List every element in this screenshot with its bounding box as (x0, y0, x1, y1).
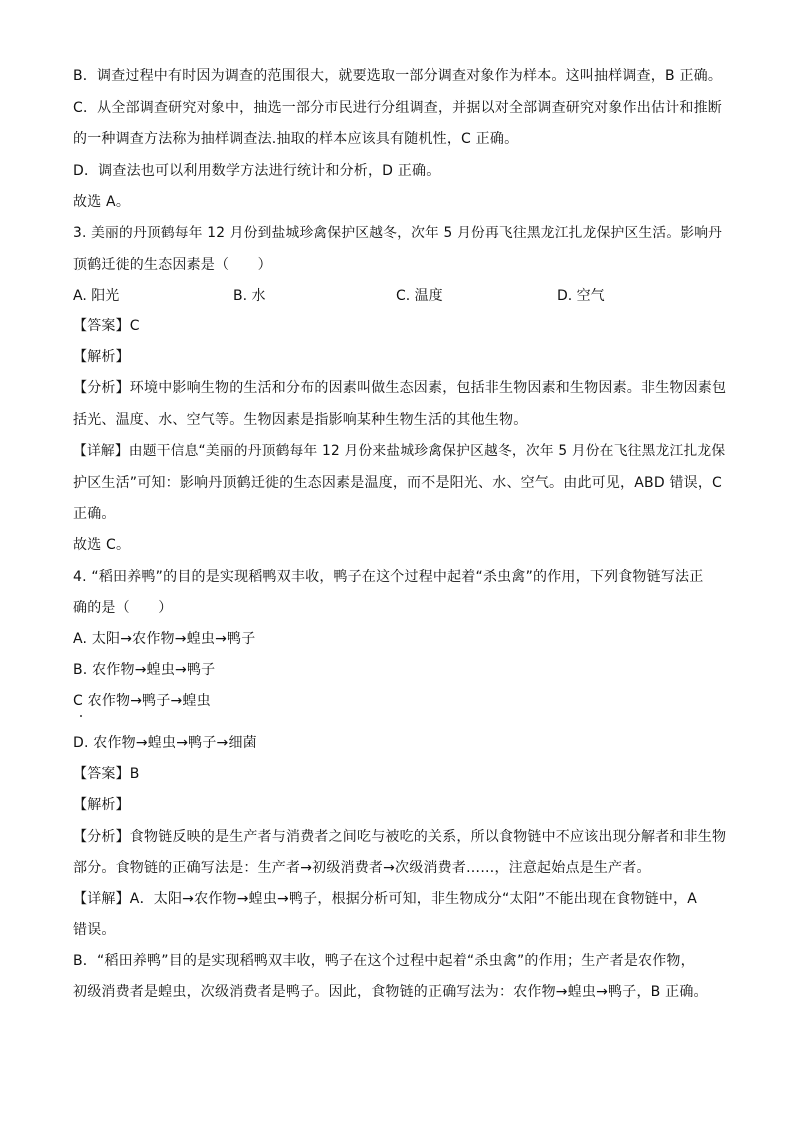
question-4-stem-continued: 确的是（ ） (73, 600, 173, 616)
text-line-c-continued: 的一种调查方法称为抽样调查法.抽取的样本应该具有随机性，C 正确。 (73, 131, 519, 147)
question-3-option-c: C. 温度 (396, 288, 443, 304)
question-4-analysis-line-1: 【分析】食物链反映的是生产者与消费者之间吃与被吃的关系，所以食物链中不应该出现分解者和非生物 (73, 829, 727, 845)
text-line-b-sampling: B．调查过程中有时因为调查的范围很大，就要选取一部分调查对象作为样本。这叫抽样调查，B 正确。 (73, 68, 723, 84)
question-4-option-d: D. 农作物→蝗虫→鸭子→细菌 (73, 735, 257, 751)
question-3-analysis-heading: 【解析】 (73, 349, 130, 365)
question-4-answer: 【答案】B (73, 766, 140, 782)
question-4-analysis-line-2: 部分。食物链的正确写法是：生产者→初级消费者→次级消费者……，注意起始点是生产者。 (73, 860, 651, 876)
question-4-option-a: A. 太阳→农作物→蝗虫→鸭子 (73, 631, 256, 647)
question-3-detail-line-3: 正确。 (73, 506, 116, 522)
question-3-stem-continued: 顶鹤迁徙的生态因素是（ ） (73, 257, 272, 273)
question-4-stem: 4. “稻田养鸭”的目的是实现稻鸭双丰收，鸭子在这个过程中起着“杀虫禽”的作用，下列食物链写法正 (73, 569, 704, 585)
question-3-option-b: B. 水 (233, 288, 266, 304)
question-4-option-b: B. 农作物→蝗虫→鸭子 (73, 662, 216, 678)
question-3-stem: 3. 美丽的丹顶鹤每年 12 月份到盐城珍禽保护区越冬，次年 5 月份再飞往黑龙江扎龙保护区生活。影响丹 (73, 225, 723, 241)
question-3-detail-line-1: 【详解】由题干信息“美丽的丹顶鹤每年 12 月份来盐城珍禽保护区越冬，次年 5 月份在飞往黑龙江扎龙保 (73, 443, 726, 459)
question-3-analysis-line-2: 括光、温度、水、空气等。生物因素是指影响某种生物生活的其他生物。 (73, 412, 528, 428)
question-4-detail-line-1: 【详解】A．太阳→农作物→蝗虫→鸭子，根据分析可知，非生物成分“太阳”不能出现在食物链中，A (73, 891, 698, 907)
question-4-detail-line-2: 错误。 (73, 922, 116, 938)
question-3-analysis-line-1: 【分析】环境中影响生物的生活和分布的因素叫做生态因素，包括非生物因素和生物因素。非生物因素包 (73, 380, 727, 396)
stray-dot-mark (80, 715, 82, 717)
text-line-d-statistics: D．调查法也可以利用数学方法进行统计和分析，D 正确。 (73, 163, 441, 179)
question-4-option-c: C 农作物→鸭子→蝗虫 (73, 693, 211, 709)
question-3-conclusion: 故选 C。 (73, 537, 131, 553)
text-line-choose-a: 故选 A。 (73, 194, 131, 210)
question-4-analysis-heading: 【解析】 (73, 797, 130, 813)
question-3-option-d: D. 空气 (557, 288, 605, 304)
question-3-option-a: A. 阳光 (73, 288, 120, 304)
question-4-detail-b-line-2: 初级消费者是蝗虫，次级消费者是鸭子。因此，食物链的正确写法为：农作物→蝗虫→鸭子，B 正确。 (73, 984, 708, 1000)
text-line-c-sampling: C．从全部调查研究对象中，抽选一部分市民进行分组调查，并据以对全部调查研究对象作出估计和推断 (73, 100, 722, 116)
question-3-answer: 【答案】C (73, 318, 140, 334)
question-3-detail-line-2: 护区生活”可知：影响丹顶鹤迁徙的生态因素是温度，而不是阳光、水、空气。由此可见，ABD 错误，C (73, 475, 723, 491)
question-4-detail-b-line-1: B．“稻田养鸭”目的是实现稻鸭双丰收，鸭子在这个过程中起着“杀虫禽”的作用；生产者是农作物， (73, 953, 695, 969)
